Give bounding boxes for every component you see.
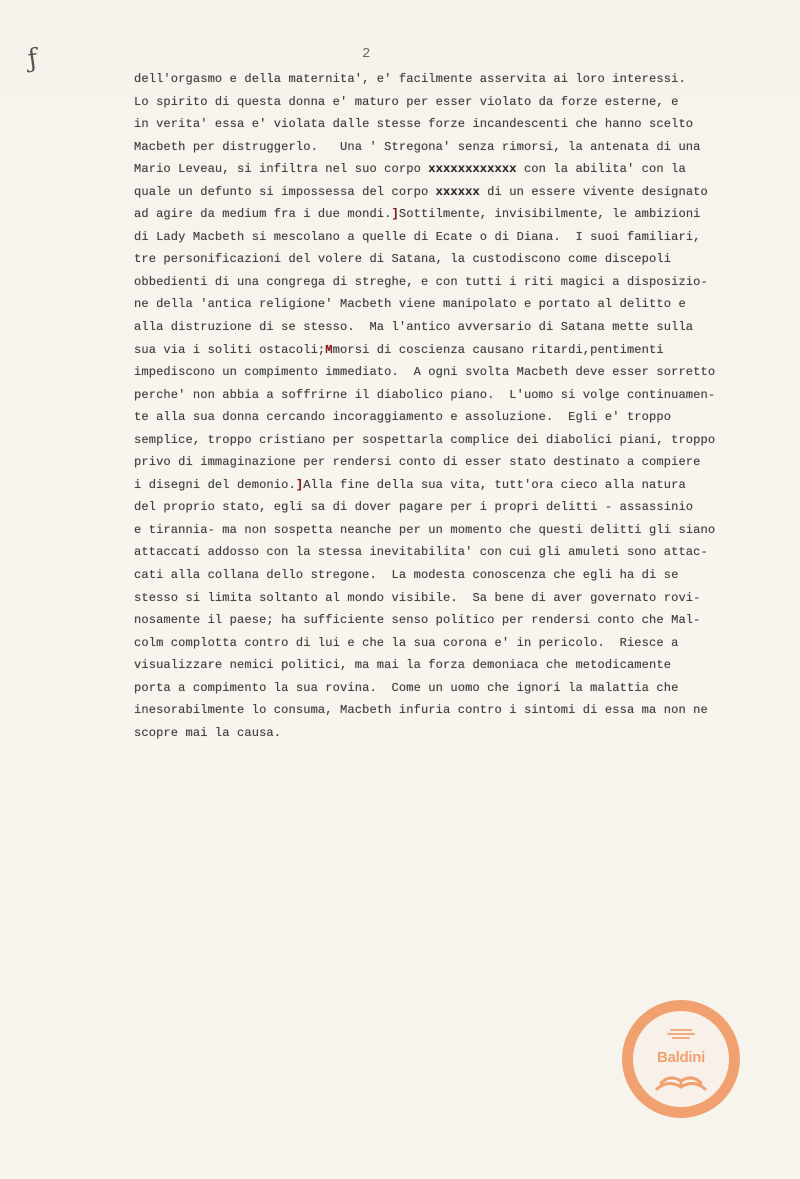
line-text: tre personificazioni del volere di Satana, la custodiscono come discepoli bbox=[134, 252, 672, 267]
line-text: te alla sua donna cercando incoraggiamento e assoluzione. Egli e' troppo bbox=[134, 410, 672, 425]
page-number: 2 bbox=[362, 46, 371, 62]
editorial-mark: ] bbox=[295, 477, 304, 492]
text-line bbox=[134, 136, 798, 159]
text-line bbox=[134, 181, 798, 204]
text-line bbox=[134, 474, 798, 497]
line-text: quale un defunto si impossessa del corpo bbox=[134, 184, 436, 199]
line-text: stesso si limita soltanto al mondo visibile. Sa bene di aver governato rovi- bbox=[134, 590, 701, 605]
text-line bbox=[134, 632, 798, 655]
stamp-lines-icon bbox=[667, 1029, 695, 1043]
line-text: nosamente il paese; ha sufficiente senso politico per rendersi conto che Mal- bbox=[134, 613, 701, 628]
struck-out-text: xxxxxxxxxxxx bbox=[428, 162, 517, 177]
line-text: del proprio stato, egli sa di dover pagare per i propri delitti - assassinio bbox=[134, 500, 694, 515]
text-line bbox=[134, 271, 798, 294]
line-text: impediscono un compimento immediato. A ogni svolta Macbeth deve esser sorretto bbox=[134, 365, 716, 380]
line-text: di Lady Macbeth si mescolano a quelle di Ecate o di Diana. I suoi familiari, bbox=[134, 229, 701, 244]
line-text: privo di immaginazione per rendersi conto di esser stato destinato a compiere bbox=[134, 455, 701, 470]
line-text: colm complotta contro di lui e che la sua corona e' in pericolo. Riesce a bbox=[134, 635, 679, 650]
text-line bbox=[134, 429, 798, 452]
text-line bbox=[134, 496, 798, 519]
text-line bbox=[134, 384, 798, 407]
editorial-mark: M bbox=[325, 342, 333, 357]
text-line bbox=[134, 316, 798, 339]
text-line bbox=[134, 451, 798, 474]
line-text: e tirannia- ma non sospetta neanche per un momento che questi delitti gli siano bbox=[134, 522, 716, 537]
line-text: dell'orgasmo e della maternita', e' facilmente asservita ai loro interessi. bbox=[134, 72, 686, 86]
text-line bbox=[134, 293, 798, 316]
text-line bbox=[134, 519, 798, 542]
line-text: di un essere vivente designato bbox=[479, 184, 708, 199]
stamp-label: Baldini bbox=[657, 1049, 705, 1066]
line-text: alla distruzione di se stesso. Ma l'antico avversario di Satana mette sulla bbox=[134, 320, 694, 335]
text-line bbox=[134, 587, 798, 610]
typewritten-body bbox=[134, 68, 798, 744]
library-stamp bbox=[622, 1000, 740, 1118]
line-text: Sottilmente, invisibilmente, le ambizioni bbox=[398, 207, 701, 222]
line-text: cati alla collana dello stregone. La modesta conoscenza che egli ha di se bbox=[134, 568, 679, 583]
text-line bbox=[134, 361, 798, 384]
line-text: ne della 'antica religione' Macbeth viene manipolato e portato al delitto e bbox=[134, 297, 686, 312]
text-line bbox=[134, 158, 798, 181]
text-line bbox=[134, 699, 798, 722]
text-line bbox=[134, 339, 798, 362]
line-text: scopre mai la causa. bbox=[134, 725, 282, 740]
line-text: obbedienti di una congrega di streghe, e con tutti i riti magici a disposizio- bbox=[134, 274, 708, 289]
line-text: porta a compimento la sua rovina. Come un uomo che ignori la malattia che bbox=[134, 680, 679, 695]
handwritten-mark: ƒ bbox=[25, 43, 40, 75]
struck-out-text: xxxxxx bbox=[435, 184, 480, 199]
text-line bbox=[134, 564, 798, 587]
line-text: semplice, troppo cristiano per sospettarla complice dei diabolici piani, troppo bbox=[134, 432, 716, 447]
line-text: visualizzare nemici politici, ma mai la forza demoniaca che metodicamente bbox=[134, 658, 672, 673]
line-text: con la abilita' con la bbox=[516, 162, 686, 177]
text-line bbox=[134, 226, 798, 249]
text-line bbox=[134, 406, 798, 429]
open-book-icon bbox=[655, 1071, 707, 1091]
line-text: attaccati addosso con la stessa inevitabilita' con cui gli amuleti sono attac- bbox=[134, 545, 708, 560]
line-text: i disegni del demonio. bbox=[134, 477, 296, 492]
line-text: perche' non abbia a soffrirne il diabolico piano. L'uomo si volge continuamen- bbox=[134, 387, 716, 402]
text-line bbox=[134, 609, 798, 632]
line-text: Macbeth per distruggerlo. Una ' Stregona' senza rimorsi, la antenata di una bbox=[134, 139, 701, 154]
editorial-mark: ] bbox=[391, 207, 399, 222]
stamp-inner bbox=[633, 1011, 729, 1107]
line-text: Alla fine della sua vita, tutt'ora cieco alla natura bbox=[303, 477, 686, 492]
line-text: sua via i soliti ostacoli; bbox=[134, 342, 326, 357]
line-text: ad agire da medium fra i due mondi. bbox=[134, 207, 392, 222]
text-line bbox=[134, 113, 798, 136]
text-line bbox=[134, 248, 798, 271]
text-line bbox=[134, 203, 798, 226]
text-line bbox=[134, 677, 798, 700]
text-line bbox=[134, 722, 798, 745]
text-line bbox=[134, 654, 798, 677]
line-text: in verita' essa e' violata dalle stesse forze incandescenti che hanno scelto bbox=[134, 117, 694, 132]
text-line bbox=[134, 68, 798, 91]
line-text: inesorabilmente lo consuma, Macbeth infuria contro i sintomi di essa ma non ne bbox=[134, 703, 708, 718]
line-text: Lo spirito di questa donna e' maturo per esser violato da forze esterne, e bbox=[134, 94, 679, 109]
text-line bbox=[134, 91, 798, 114]
text-line bbox=[134, 541, 798, 564]
line-text: morsi di coscienza causano ritardi,pentimenti bbox=[332, 342, 664, 357]
line-text: Mario Leveau, si infiltra nel suo corpo bbox=[134, 162, 429, 177]
